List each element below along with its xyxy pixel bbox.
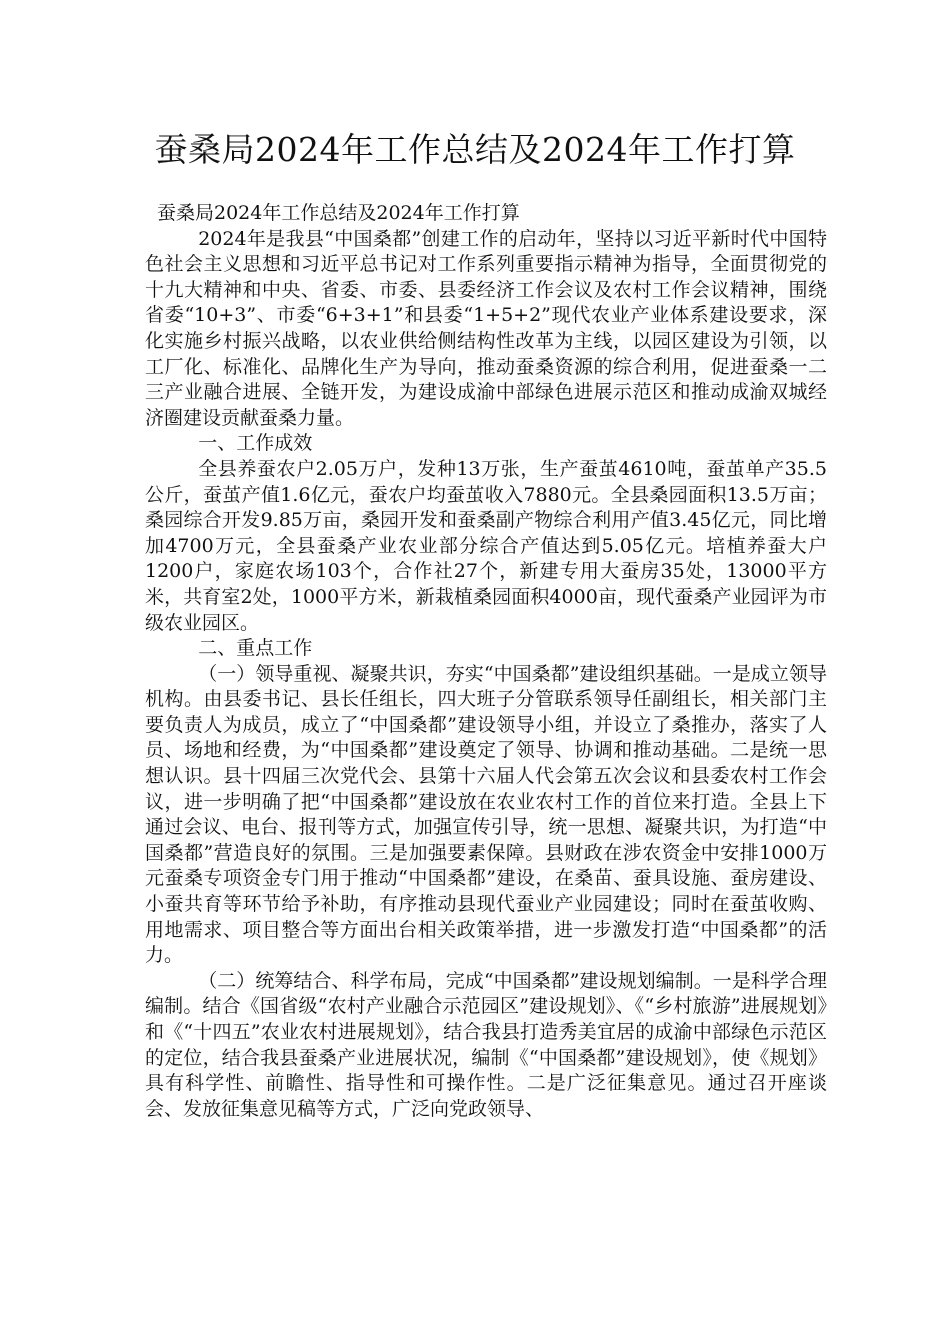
document-body: [145, 201, 827, 1122]
section-heading-achievements: 一、工作成效: [198, 432, 313, 455]
section-heading-key-work: 二、重点工作: [198, 637, 313, 660]
key-work-paragraph-2: （二）统筹结合、科学布局，完成“中国桑都”建设规划编制。一是科学合理编制。结合《国省级“农村产业融合示范园区”建设规划》、《“乡村旅游”进展规划》和《“十四五”农业农村进展规划》，结合我县打造秀美宜居的成渝中部绿色示范区的定位，结合我县蚕桑产业进展状况，编制《“中国桑都”建设规划》，使《规划》具有科学性、前瞻性、指导性和可操作性。二是广泛征集意见。通过召开座谈会、发放征集意见稿等方式，广泛向党政领导、: [145, 969, 827, 1120]
achievements-paragraph: 全县养蚕农户2.05万户，发种13万张，生产蚕茧4610吨，蚕茧单产35.5公斤，蚕茧产值1.6亿元，蚕农户均蚕茧收入7880元。全县桑园面积13.5万亩；桑园综合开发9.85万亩，桑园开发和蚕桑副产物综合利用产值3.45亿元，同比增加4700万元，全县蚕桑产业农业部分综合产值达到5.05亿元。培植养蚕大户1200户，家庭农场103个，合作社27个，新建专用大蚕房35处，13000平方米，共育室2处，1000平方米，新栽植桑园面积4000亩，现代蚕桑产业园评为市级农业园区。: [145, 457, 827, 634]
document-subtitle: 蚕桑局2024年工作总结及2024年工作打算: [157, 202, 520, 224]
intro-paragraph: 2024年是我县“中国桑都”创建工作的启动年，坚持以习近平新时代中国特色社会主义思想和习近平总书记对工作系列重要指示精神为指导，全面贯彻党的十九大精神和中央、省委、市委、县委经济工作会议及农村工作会议精神，围绕省委“10+3”、市委“6+3+1”和县委“1+5+2”现代农业产业体系建设要求，深化实施乡村振兴战略，以农业供给侧结构性改革为主线，以园区建设为引领，以工厂化、标准化、品牌化生产为导向，推动蚕桑资源的综合利用，促进蚕桑一二三产业融合进展、全链开发，为建设成渝中部绿色进展示范区和推动成渝双城经济圈建设贡献蚕桑力量。: [145, 227, 827, 429]
key-work-paragraph-1: （一）领导重视、凝聚共识，夯实“中国桑都”建设组织基础。一是成立领导机构。由县委书记、县长任组长，四大班子分管联系领导任副组长，相关部门主要负责人为成员，成立了“中国桑都”建设领导小组，并设立了桑推办，落实了人员、场地和经费，为“中国桑都”建设奠定了领导、协调和推动基础。二是统一思想认识。县十四届三次党代会、县第十六届人代会第五次会议和县委农村工作会议，进一步明确了把“中国桑都”建设放在农业农村工作的首位来打造。全县上下通过会议、电台、报刊等方式，加强宣传引导，统一思想、凝聚共识，为打造“中国桑都”营造良好的氛围。三是加强要素保障。县财政在涉农资金中安排1000万元蚕桑专项资金专门用于推动“中国桑都”建设，在桑苗、蚕具设施、蚕房建设、小蚕共育等环节给予补助，有序推动县现代蚕业产业园建设；同时在蚕茧收购、用地需求、项目整合等方面出台相关政策举措，进一步激发打造“中国桑都”的活力。: [145, 662, 827, 967]
document-title: 蚕桑局2024年工作总结及2024年工作打算: [154, 130, 796, 169]
